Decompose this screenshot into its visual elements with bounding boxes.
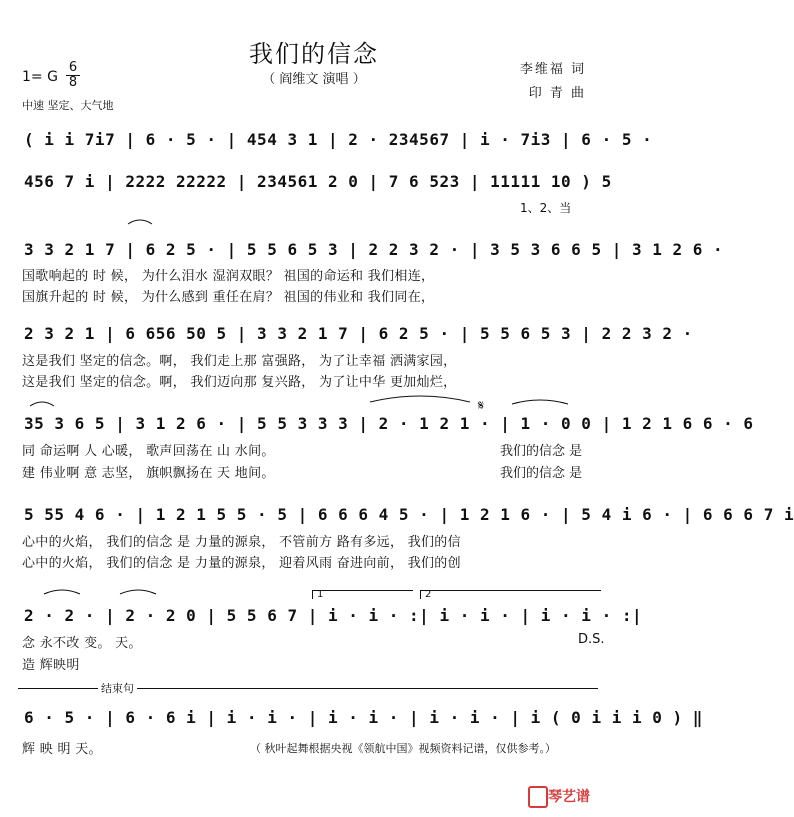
time-signature: 6 8	[66, 62, 80, 89]
lyric-line-10: 造 辉映明	[22, 658, 80, 673]
staff-line-6: 5 55 4 6 · | 1 2 1 5 5 · 5 | 6 6 6 4 5 · | 1 2 1 6 · | 5 4 i 6 · | 6 6 6 7 i	[24, 505, 794, 524]
volta-bracket-2: 2	[420, 590, 601, 599]
lyric-line-7: 心中的火焰， 我们的信念 是 力量的源泉， 不管前方 路有多远， 我们的信	[22, 535, 461, 550]
segno-icon: 𝄋	[478, 398, 485, 414]
lyric-line-9: 念 永不改 变。 天。	[22, 636, 142, 651]
lyric-line-11: 辉 映 明 天。	[22, 742, 102, 757]
ds-mark: D.S.	[578, 632, 605, 647]
key-signature: 1= G	[22, 69, 58, 85]
staff-line-8: 6 · 5 · | 6 · 6 i | i · i · | i · i · | i · i · | i ( 0 i i i 0 ) ‖	[24, 708, 703, 727]
lyric-line-5: 同 命运啊 人 心暖， 歌声回荡在 山 水间。	[22, 444, 275, 459]
logo-icon	[528, 786, 548, 808]
staff-line-1: ( i i 7i7 | 6 · 5 · | 454 3 1 | 2 · 234567 | i · 7i3 | 6 · 5 ·	[24, 130, 653, 149]
staff-line-7: 2 · 2 · | 2 · 2 0 | 5 5 6 7 | i · i · :| i · i · | i · i · :|	[24, 606, 643, 625]
singer-credit: （ 阎维文 演唱 ）	[262, 72, 366, 87]
lyric-line-2: 国旗升起的 时 候， 为什么感到 重任在肩？ 祖国的伟业和 我们同在，	[22, 290, 435, 305]
staff-line-5: 35 3 6 5 | 3 1 2 6 · | 5 5 3 3 3 | 2 · 1 2 1 · | 1 · 0 0 | 1 2 1 6 6 · 6	[24, 414, 754, 433]
staff-line-3: 3 3 2 1 7 | 6 2 5 · | 5 5 6 5 3 | 2 2 3 2 · | 3 5 3 6 6 5 | 3 1 2 6 ·	[24, 240, 724, 259]
chorus-lyric-2: 我们的信念 是	[500, 466, 583, 481]
lyric-line-1: 国歌响起的 时 候， 为什么泪水 湿润双眼？ 祖国的命运和 我们相连，	[22, 269, 435, 284]
composer-credit: 印 青 曲	[528, 86, 586, 101]
lyric-line-4: 这是我们 坚定的信念。啊， 我们迈向那 复兴路， 为了让中华 更加灿烂，	[22, 375, 457, 390]
song-title: 我们的信念	[249, 40, 379, 68]
verse-marker: 1、2、当	[520, 201, 572, 215]
tempo-marking: 中速 坚定、大气地	[22, 99, 114, 112]
ending-label: 结束句	[98, 680, 137, 696]
lyric-line-8: 心中的火焰， 我们的信念 是 力量的源泉， 迎着风雨 奋进向前， 我们的创	[22, 556, 461, 571]
transcription-note: （ 秋叶起舞根据央视《领航中国》视频资料记谱，仅供参考。）	[250, 742, 556, 755]
staff-line-2: 456 7 i | 2222 22222 | 234561 2 0 | 7 6 523 | 11111 10 ) 5	[24, 172, 612, 191]
staff-line-4: 2 3 2 1 | 6 656 50 5 | 3 3 2 1 7 | 6 2 5 · | 5 5 6 5 3 | 2 2 3 2 ·	[24, 324, 693, 343]
lyric-line-3: 这是我们 坚定的信念。啊， 我们走上那 富强路， 为了让幸福 洒满家园，	[22, 354, 457, 369]
chorus-lyric-1: 我们的信念 是	[500, 444, 583, 459]
lyricist-credit: 李维福 词	[519, 62, 586, 77]
lyric-line-6: 建 伟业啊 意 志坚， 旗帜飘扬在 天 地间。	[22, 466, 275, 481]
watermark-logo: 琴艺谱	[548, 789, 590, 805]
volta-bracket-1: 1	[312, 590, 413, 599]
